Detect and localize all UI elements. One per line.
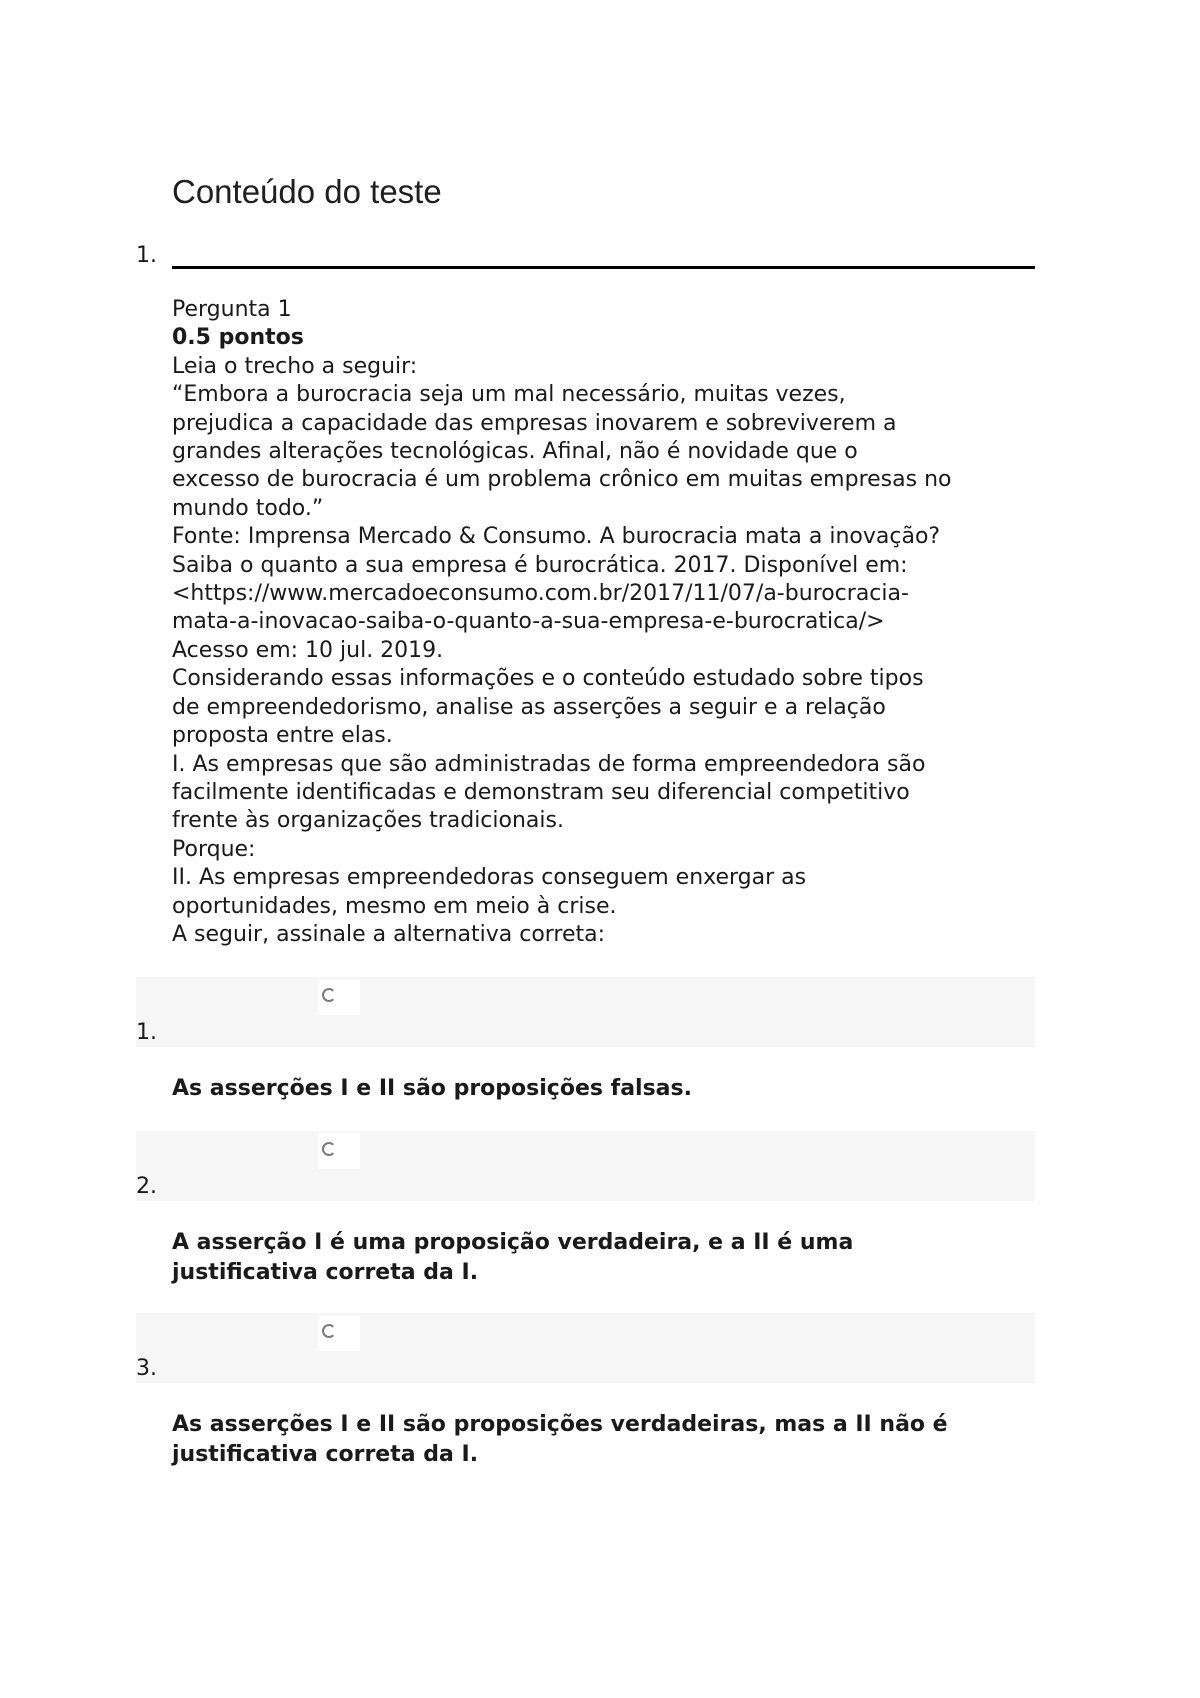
option-2-number: 2. bbox=[136, 1174, 157, 1199]
question-line: “Embora a burocracia seja um mal necessário, muitas vezes, bbox=[172, 382, 846, 408]
option-3-number: 3. bbox=[136, 1356, 157, 1381]
question-line: <https://www.mercadoeconsumo.com.br/2017/11/07/a-burocracia- bbox=[172, 581, 909, 607]
question-line: frente às organizações tradicionais. bbox=[172, 808, 564, 834]
question-line: Fonte: Imprensa Mercado & Consumo. A burocracia mata a inovação? bbox=[172, 524, 941, 550]
radio-button-icon[interactable] bbox=[322, 1142, 336, 1156]
question-line: Leia o trecho a seguir: bbox=[172, 353, 418, 379]
radio-button-icon[interactable] bbox=[322, 1324, 336, 1338]
question-line: II. As empresas empreendedoras conseguem enxergar as bbox=[172, 865, 807, 891]
question-line: de empreendedorismo, analise as asserções a seguir e a relação bbox=[172, 694, 886, 720]
question-line: Porque: bbox=[172, 836, 256, 862]
option-text-line: A asserção I é uma proposição verdadeira, e a II é uma bbox=[172, 1230, 854, 1255]
question-line: Saiba o quanto a sua empresa é burocrática. 2017. Disponível em: bbox=[172, 552, 908, 578]
question-block bbox=[172, 296, 1042, 949]
question-line: excesso de burocracia é um problema crônico em muitas empresas no bbox=[172, 467, 952, 493]
question-line: I. As empresas que são administradas de forma empreendedora são bbox=[172, 751, 926, 777]
option-3-row[interactable] bbox=[136, 1313, 1035, 1383]
question-line: A seguir, assinale a alternativa correta: bbox=[172, 921, 606, 947]
question-line: prejudica a capacidade das empresas inovarem e sobreviverem a bbox=[172, 410, 897, 436]
question-line: grandes alterações tecnológicas. Afinal, não é novidade que o bbox=[172, 439, 858, 465]
question-line: mata-a-inovacao-saiba-o-quanto-a-sua-empresa-e-burocratica/> bbox=[172, 609, 885, 635]
outer-item-number: 1. bbox=[136, 243, 157, 268]
option-1-row[interactable] bbox=[136, 977, 1035, 1047]
option-text-line: As asserções I e II são proposições verdadeiras, mas a II não é bbox=[172, 1412, 948, 1437]
question-line: mundo todo.” bbox=[172, 495, 324, 521]
option-1-text[interactable] bbox=[172, 1074, 1042, 1104]
option-1-number: 1. bbox=[136, 1020, 157, 1045]
option-text-line: justificativa correta da I. bbox=[172, 1442, 479, 1467]
question-line: facilmente identificadas e demonstram seu diferencial competitivo bbox=[172, 779, 910, 805]
option-text-line: justificativa correta da I. bbox=[172, 1260, 479, 1285]
question-points: 0.5 pontos bbox=[172, 325, 304, 351]
option-text-line: As asserções I e II são proposições falsas. bbox=[172, 1076, 692, 1101]
question-line: Acesso em: 10 jul. 2019. bbox=[172, 637, 444, 663]
option-3-text[interactable] bbox=[172, 1410, 1042, 1470]
option-2-text[interactable] bbox=[172, 1228, 1042, 1288]
question-line: proposta entre elas. bbox=[172, 723, 393, 749]
question-line: Considerando essas informações e o conteúdo estudado sobre tipos bbox=[172, 666, 924, 692]
question-heading: Pergunta 1 bbox=[172, 297, 292, 322]
radio-button-icon[interactable] bbox=[322, 988, 336, 1002]
page-title: Conteúdo do teste bbox=[172, 173, 442, 210]
option-2-row[interactable] bbox=[136, 1131, 1035, 1201]
separator-rule bbox=[172, 266, 1035, 269]
question-line: oportunidades, mesmo em meio à crise. bbox=[172, 893, 617, 919]
